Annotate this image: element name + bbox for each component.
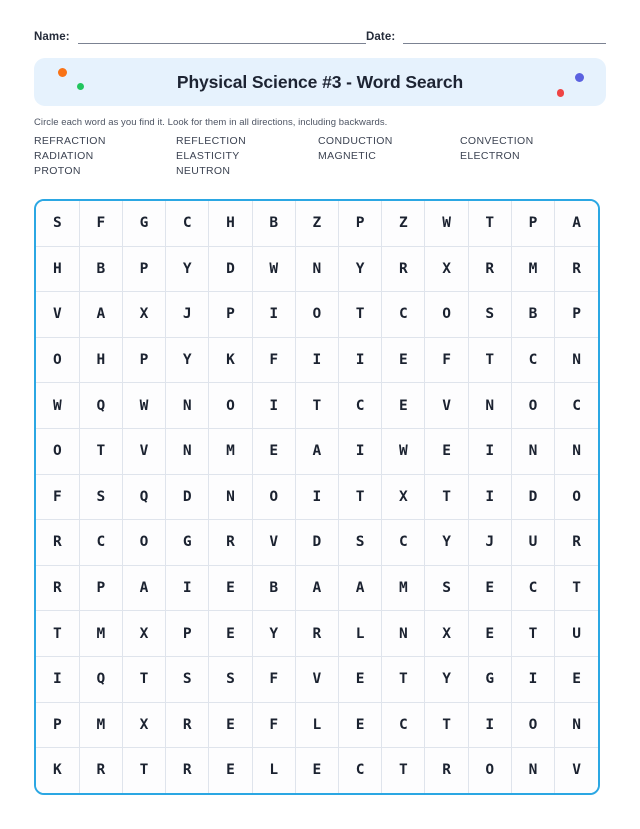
grid-cell[interactable]: N bbox=[468, 383, 511, 429]
grid-cell[interactable]: E bbox=[209, 565, 252, 611]
grid-cell[interactable]: V bbox=[295, 656, 338, 702]
grid-cell[interactable]: I bbox=[252, 383, 295, 429]
grid-cell[interactable]: E bbox=[252, 428, 295, 474]
grid-cell[interactable]: I bbox=[295, 474, 338, 520]
grid-cell[interactable]: R bbox=[468, 246, 511, 292]
word-item: CONDUCTION bbox=[318, 134, 393, 147]
grid-cell[interactable]: O bbox=[468, 748, 511, 793]
grid-cell[interactable]: B bbox=[252, 201, 295, 246]
grid-cell[interactable]: S bbox=[468, 292, 511, 338]
grid-cell[interactable]: V bbox=[36, 292, 79, 338]
grid-row bbox=[36, 201, 598, 246]
grid-cell[interactable]: F bbox=[425, 337, 468, 383]
grid-cell[interactable]: N bbox=[166, 428, 209, 474]
grid-cell[interactable]: J bbox=[468, 520, 511, 566]
grid-cell[interactable]: E bbox=[425, 428, 468, 474]
grid-cell[interactable]: Q bbox=[122, 474, 165, 520]
grid-cell[interactable]: Z bbox=[295, 201, 338, 246]
grid-cell[interactable]: G bbox=[468, 656, 511, 702]
grid-cell[interactable]: D bbox=[209, 246, 252, 292]
grid-cell[interactable]: X bbox=[122, 292, 165, 338]
grid-cell[interactable]: S bbox=[209, 656, 252, 702]
grid-cell[interactable]: P bbox=[122, 337, 165, 383]
grid-cell[interactable]: T bbox=[122, 656, 165, 702]
grid-row bbox=[36, 292, 598, 338]
grid-cell[interactable]: F bbox=[252, 656, 295, 702]
grid-cell[interactable]: W bbox=[252, 246, 295, 292]
grid-cell[interactable]: N bbox=[511, 748, 554, 793]
grid-cell[interactable]: R bbox=[79, 748, 122, 793]
grid-row bbox=[36, 246, 598, 292]
grid-cell[interactable]: S bbox=[79, 474, 122, 520]
grid-cell[interactable]: B bbox=[79, 246, 122, 292]
word-item: ELASTICITY bbox=[176, 149, 240, 162]
blue-dot-icon bbox=[575, 73, 584, 82]
grid-row bbox=[36, 520, 598, 566]
date-label: Date: bbox=[366, 31, 396, 43]
grid-cell[interactable]: W bbox=[425, 201, 468, 246]
grid-cell[interactable]: V bbox=[122, 428, 165, 474]
grid-cell[interactable]: V bbox=[425, 383, 468, 429]
letter-grid-table bbox=[36, 201, 598, 793]
grid-cell[interactable]: H bbox=[79, 337, 122, 383]
grid-cell[interactable]: R bbox=[36, 565, 79, 611]
grid-cell[interactable]: F bbox=[36, 474, 79, 520]
word-item: REFRACTION bbox=[34, 134, 106, 147]
grid-cell[interactable]: R bbox=[382, 246, 425, 292]
grid-cell[interactable]: I bbox=[468, 428, 511, 474]
grid-cell[interactable]: C bbox=[555, 383, 598, 429]
grid-cell[interactable]: K bbox=[209, 337, 252, 383]
grid-cell[interactable]: E bbox=[382, 337, 425, 383]
grid-cell[interactable]: T bbox=[122, 748, 165, 793]
grid-cell[interactable]: X bbox=[122, 611, 165, 657]
grid-cell[interactable]: T bbox=[339, 292, 382, 338]
grid-cell[interactable]: M bbox=[209, 428, 252, 474]
grid-cell[interactable]: A bbox=[555, 201, 598, 246]
grid-cell[interactable]: N bbox=[209, 474, 252, 520]
grid-cell[interactable]: P bbox=[79, 565, 122, 611]
grid-cell[interactable]: P bbox=[555, 292, 598, 338]
grid-cell[interactable]: P bbox=[339, 201, 382, 246]
grid-cell[interactable]: N bbox=[555, 428, 598, 474]
name-date-row bbox=[34, 0, 606, 44]
grid-cell[interactable]: R bbox=[295, 611, 338, 657]
grid-row bbox=[36, 656, 598, 702]
grid-cell[interactable]: B bbox=[511, 292, 554, 338]
grid-cell[interactable]: N bbox=[166, 383, 209, 429]
grid-cell[interactable]: R bbox=[425, 748, 468, 793]
grid-cell[interactable]: T bbox=[295, 383, 338, 429]
grid-cell[interactable]: C bbox=[339, 748, 382, 793]
grid-cell[interactable]: T bbox=[555, 565, 598, 611]
grid-cell[interactable]: D bbox=[166, 474, 209, 520]
grid-cell[interactable]: M bbox=[79, 702, 122, 748]
grid-cell[interactable]: N bbox=[382, 611, 425, 657]
grid-cell[interactable]: L bbox=[339, 611, 382, 657]
grid-cell[interactable]: S bbox=[339, 520, 382, 566]
name-field-group bbox=[34, 30, 366, 44]
grid-cell[interactable]: P bbox=[209, 292, 252, 338]
grid-cell[interactable]: L bbox=[252, 748, 295, 793]
grid-cell[interactable]: U bbox=[555, 611, 598, 657]
word-search-grid[interactable] bbox=[34, 199, 600, 795]
grid-cell[interactable]: I bbox=[339, 337, 382, 383]
grid-cell[interactable]: C bbox=[339, 383, 382, 429]
grid-cell[interactable]: A bbox=[295, 565, 338, 611]
grid-cell[interactable]: O bbox=[295, 292, 338, 338]
grid-cell[interactable]: I bbox=[511, 656, 554, 702]
grid-row bbox=[36, 474, 598, 520]
grid-cell[interactable]: P bbox=[511, 201, 554, 246]
grid-cell[interactable]: N bbox=[511, 428, 554, 474]
grid-row bbox=[36, 702, 598, 748]
grid-cell[interactable]: W bbox=[122, 383, 165, 429]
word-list-row bbox=[34, 163, 606, 178]
grid-cell[interactable]: U bbox=[511, 520, 554, 566]
grid-cell[interactable]: K bbox=[36, 748, 79, 793]
grid-cell[interactable]: D bbox=[295, 520, 338, 566]
grid-cell[interactable]: J bbox=[166, 292, 209, 338]
grid-cell[interactable]: P bbox=[122, 246, 165, 292]
grid-cell[interactable]: O bbox=[252, 474, 295, 520]
grid-cell[interactable]: Y bbox=[166, 246, 209, 292]
grid-cell[interactable]: X bbox=[425, 246, 468, 292]
grid-cell[interactable]: H bbox=[209, 201, 252, 246]
grid-cell[interactable]: Q bbox=[79, 656, 122, 702]
grid-row bbox=[36, 748, 598, 793]
green-dot-icon bbox=[77, 83, 84, 90]
word-item: NEUTRON bbox=[176, 164, 231, 177]
grid-cell[interactable]: B bbox=[252, 565, 295, 611]
date-field-group bbox=[366, 30, 606, 44]
grid-cell[interactable]: Y bbox=[252, 611, 295, 657]
grid-cell[interactable]: T bbox=[382, 748, 425, 793]
grid-cell[interactable]: R bbox=[209, 520, 252, 566]
grid-cell[interactable]: R bbox=[166, 702, 209, 748]
name-input-line[interactable] bbox=[78, 30, 366, 44]
grid-cell[interactable]: R bbox=[555, 246, 598, 292]
grid-cell[interactable]: W bbox=[382, 428, 425, 474]
grid-cell[interactable]: Y bbox=[425, 656, 468, 702]
grid-cell[interactable]: Y bbox=[425, 520, 468, 566]
grid-cell[interactable]: I bbox=[252, 292, 295, 338]
grid-cell[interactable]: G bbox=[122, 201, 165, 246]
grid-cell[interactable]: T bbox=[382, 656, 425, 702]
grid-cell[interactable]: O bbox=[209, 383, 252, 429]
grid-cell[interactable]: T bbox=[425, 474, 468, 520]
grid-cell[interactable]: I bbox=[166, 565, 209, 611]
grid-cell[interactable]: S bbox=[425, 565, 468, 611]
word-item: PROTON bbox=[34, 164, 81, 177]
grid-cell[interactable]: I bbox=[468, 702, 511, 748]
grid-cell[interactable]: T bbox=[511, 611, 554, 657]
grid-cell[interactable]: Z bbox=[382, 201, 425, 246]
grid-cell[interactable]: F bbox=[252, 337, 295, 383]
grid-row bbox=[36, 611, 598, 657]
grid-cell[interactable]: E bbox=[209, 611, 252, 657]
word-list-row bbox=[34, 148, 606, 163]
grid-cell[interactable]: I bbox=[339, 428, 382, 474]
grid-cell[interactable]: C bbox=[511, 565, 554, 611]
grid-cell[interactable]: O bbox=[36, 337, 79, 383]
grid-cell[interactable]: H bbox=[36, 246, 79, 292]
grid-cell[interactable]: A bbox=[295, 428, 338, 474]
grid-cell[interactable]: D bbox=[511, 474, 554, 520]
grid-cell[interactable]: X bbox=[425, 611, 468, 657]
red-dot-icon bbox=[557, 89, 565, 97]
grid-cell[interactable]: C bbox=[382, 292, 425, 338]
grid-cell[interactable]: A bbox=[79, 292, 122, 338]
word-item: ELECTRON bbox=[460, 149, 520, 162]
grid-cell[interactable]: P bbox=[36, 702, 79, 748]
title-banner bbox=[34, 58, 606, 106]
grid-cell[interactable]: S bbox=[36, 201, 79, 246]
grid-cell[interactable]: X bbox=[382, 474, 425, 520]
grid-cell[interactable]: I bbox=[468, 474, 511, 520]
grid-cell[interactable]: N bbox=[555, 702, 598, 748]
grid-cell[interactable]: E bbox=[339, 702, 382, 748]
grid-row bbox=[36, 337, 598, 383]
grid-cell[interactable]: V bbox=[252, 520, 295, 566]
grid-cell[interactable]: T bbox=[79, 428, 122, 474]
grid-row bbox=[36, 383, 598, 429]
grid-cell[interactable]: X bbox=[122, 702, 165, 748]
grid-cell[interactable]: F bbox=[252, 702, 295, 748]
grid-cell[interactable]: M bbox=[79, 611, 122, 657]
grid-cell[interactable]: W bbox=[36, 383, 79, 429]
grid-cell[interactable]: E bbox=[339, 656, 382, 702]
grid-cell[interactable]: C bbox=[166, 201, 209, 246]
grid-cell[interactable]: I bbox=[295, 337, 338, 383]
grid-cell[interactable]: M bbox=[382, 565, 425, 611]
grid-cell[interactable]: E bbox=[209, 748, 252, 793]
grid-cell[interactable]: A bbox=[339, 565, 382, 611]
grid-cell[interactable]: O bbox=[511, 383, 554, 429]
grid-cell[interactable]: A bbox=[122, 565, 165, 611]
grid-cell[interactable]: Y bbox=[166, 337, 209, 383]
grid-cell[interactable]: E bbox=[468, 611, 511, 657]
grid-cell[interactable]: O bbox=[122, 520, 165, 566]
grid-cell[interactable]: O bbox=[511, 702, 554, 748]
grid-cell[interactable]: T bbox=[339, 474, 382, 520]
grid-cell[interactable]: P bbox=[166, 611, 209, 657]
grid-cell[interactable]: T bbox=[468, 201, 511, 246]
grid-cell[interactable]: M bbox=[511, 246, 554, 292]
word-item: RADIATION bbox=[34, 149, 94, 162]
grid-cell[interactable]: G bbox=[166, 520, 209, 566]
grid-cell[interactable]: S bbox=[166, 656, 209, 702]
grid-cell[interactable]: O bbox=[425, 292, 468, 338]
instructions-text: Circle each word as you find it. Look for them in all directions, including backwards. bbox=[34, 117, 388, 128]
grid-row bbox=[36, 565, 598, 611]
word-list bbox=[34, 133, 606, 178]
grid-cell[interactable]: E bbox=[468, 565, 511, 611]
grid-cell[interactable]: T bbox=[425, 702, 468, 748]
grid-cell[interactable]: Y bbox=[339, 246, 382, 292]
grid-cell[interactable]: R bbox=[555, 520, 598, 566]
grid-cell[interactable]: C bbox=[382, 520, 425, 566]
grid-cell[interactable]: T bbox=[36, 611, 79, 657]
grid-cell[interactable]: N bbox=[295, 246, 338, 292]
grid-cell[interactable]: R bbox=[36, 520, 79, 566]
page-title: Physical Science #3 - Word Search bbox=[176, 71, 464, 92]
grid-cell[interactable]: C bbox=[79, 520, 122, 566]
word-list-row bbox=[34, 133, 606, 148]
grid-cell[interactable]: N bbox=[555, 337, 598, 383]
word-item: MAGNETIC bbox=[318, 149, 377, 162]
grid-cell[interactable]: I bbox=[36, 656, 79, 702]
orange-dot-icon bbox=[58, 68, 67, 77]
grid-row bbox=[36, 428, 598, 474]
grid-cell[interactable]: E bbox=[382, 383, 425, 429]
grid-cell[interactable]: E bbox=[555, 656, 598, 702]
grid-cell[interactable]: E bbox=[209, 702, 252, 748]
grid-cell[interactable]: F bbox=[79, 201, 122, 246]
grid-cell[interactable]: L bbox=[295, 702, 338, 748]
grid-cell[interactable]: V bbox=[555, 748, 598, 793]
grid-cell[interactable]: R bbox=[166, 748, 209, 793]
word-item: REFLECTION bbox=[176, 134, 247, 147]
grid-cell[interactable]: C bbox=[382, 702, 425, 748]
grid-cell[interactable]: Q bbox=[79, 383, 122, 429]
grid-cell[interactable]: C bbox=[511, 337, 554, 383]
word-item: CONVECTION bbox=[460, 134, 534, 147]
grid-cell[interactable]: O bbox=[555, 474, 598, 520]
name-label: Name: bbox=[34, 31, 70, 43]
date-input-line[interactable] bbox=[403, 30, 606, 44]
grid-cell[interactable]: E bbox=[295, 748, 338, 793]
grid-cell[interactable]: O bbox=[36, 428, 79, 474]
grid-cell[interactable]: T bbox=[468, 337, 511, 383]
